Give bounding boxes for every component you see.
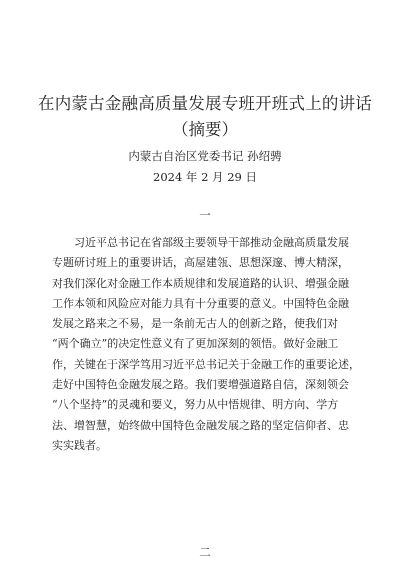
section-1-body (52, 233, 364, 456)
paragraph-line: 习近平总书记在省部级主要领导干部推动金融高质量发展 (74, 236, 349, 249)
paragraph-line: 实实践者。 (52, 438, 107, 452)
paragraph-line: 作，关键在于深学笃用习近平总书记关于金融工作的重要论述， (52, 357, 360, 371)
paragraph-line: 走好中国特色金融发展之路。我们要增强道路自信，深刻领会 (52, 378, 349, 392)
paragraph-line: 工作本领和风险应对能力具有十分重要的意义。中国特色金融 (52, 296, 349, 310)
paragraph-line: “八个坚持”的灵魂和要义，努力从中悟规律、明方向、学方 (52, 398, 339, 412)
paragraph-line: “两个确立”的决定性意义有了更加深刻的领悟。做好金融工 (52, 337, 339, 351)
document-author: 内蒙古自治区党委书记 孙绍骋 (128, 149, 282, 163)
paragraph-line: 对我们深化对金融工作本质规律和发展道路的认识、增强金融 (52, 276, 349, 290)
paragraph-line: 专题研讨班上的重要讲话，高屋建瓴、思想深邃、博大精深， (52, 256, 349, 270)
paragraph-line: 发展之路来之不易，是一条前无古人的创新之路，使我们对 (52, 317, 338, 331)
paragraph-line: 法、增智慧，始终做中国特色金融发展之路的坚定信仰者、忠 (52, 418, 349, 432)
section-number-1: 一 (199, 208, 211, 222)
document-title: 在内蒙古金融高质量发展专班开班式上的讲话 (38, 94, 372, 113)
document-subtitle: （摘要） (172, 120, 238, 139)
document-date: 2024 年 2 月 29 日 (153, 170, 257, 184)
section-number-2: 二 (199, 545, 211, 559)
